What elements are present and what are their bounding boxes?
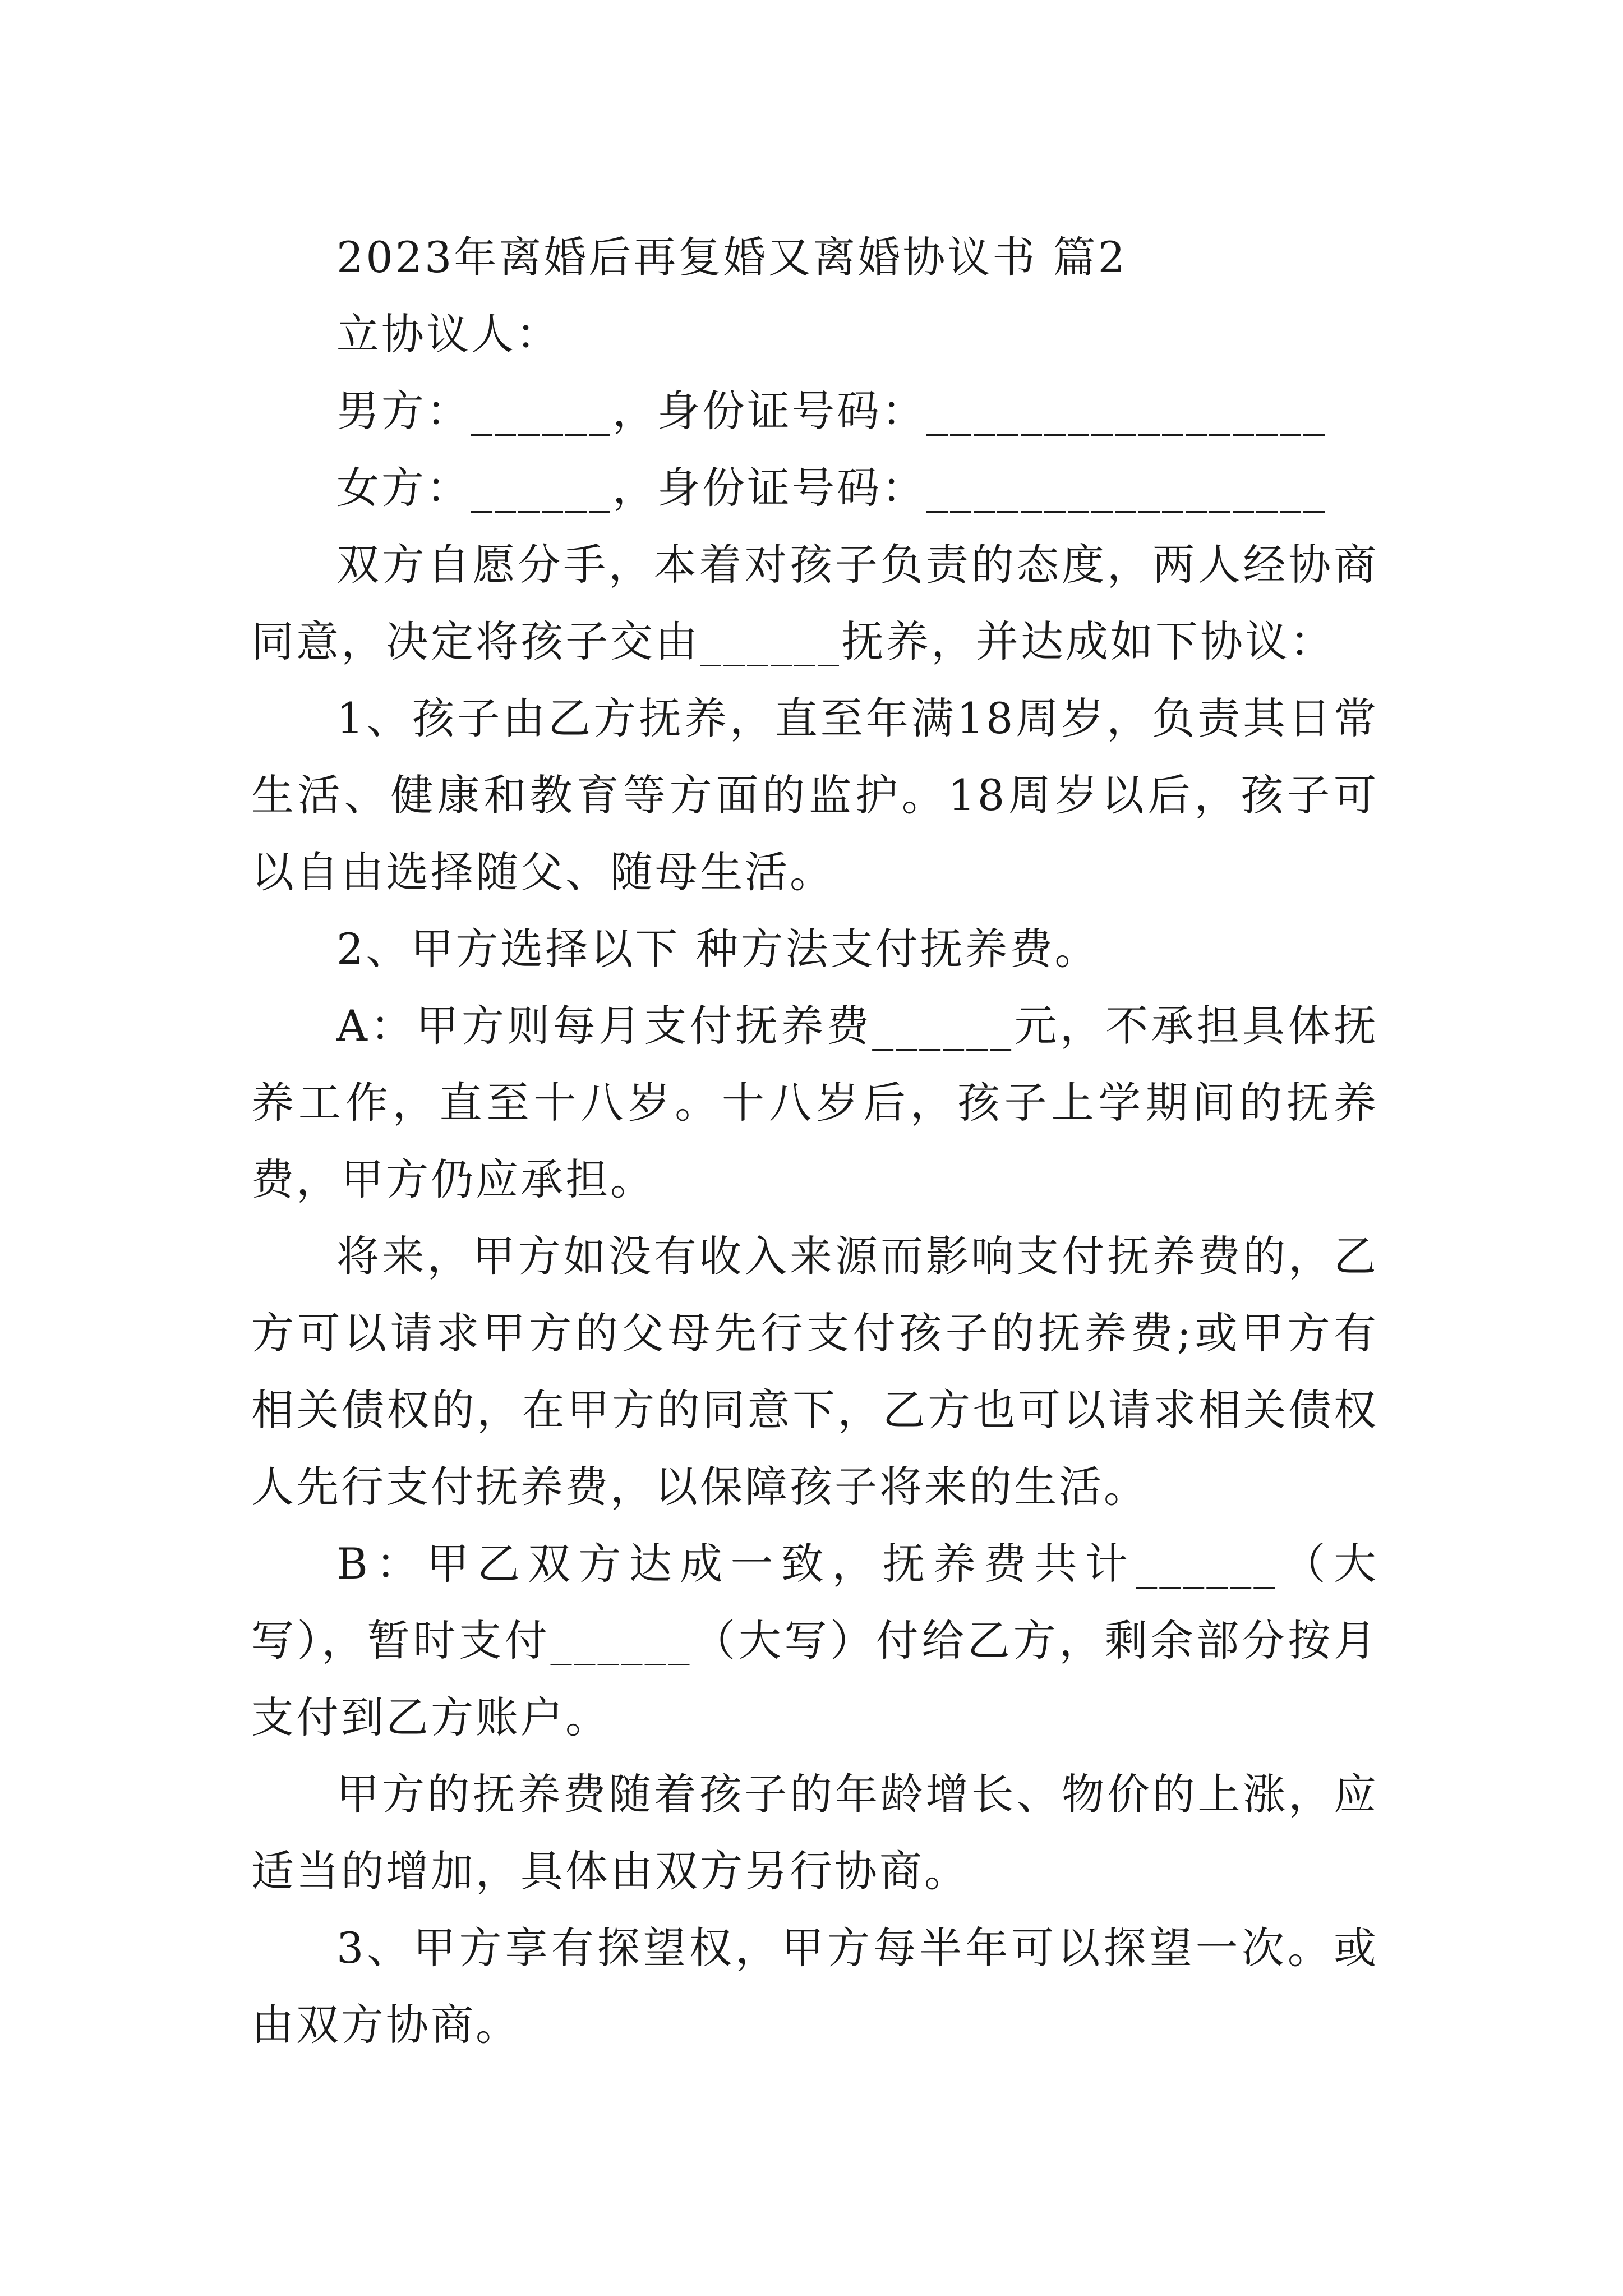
parties-heading: 立协议人： [336,309,561,359]
male-party-line: 男方：______，身份证号码：_________________ [336,386,1327,436]
clause-2-option-a: A：甲方则每月支付抚养费______元，不承担具体抚养工作，直至十八岁。十八岁后，孩子上学期间的抚养费，甲方仍应承担。 [251,1001,1378,1204]
document-page [251,219,1378,2063]
clause-2: 2、甲方选择以下 种方法支付抚养费。 [336,924,1100,974]
preamble-paragraph: 双方自愿分手，本着对孩子负责的态度，两人经协商同意，决定将孩子交由______抚养，并达成如下协议： [251,540,1378,666]
document-title: 2023年离婚后再复婚又离婚协议书 篇2 [336,232,1127,282]
clause-2-future-support: 将来，甲方如没有收入来源而影响支付抚养费的，乙方可以请求甲方的父母先行支付孩子的抚养费;或甲方有相关债权的，在甲方的同意下，乙方也可以请求相关债权人先行支付抚养费，以保障孩子将来的生活。 [251,1231,1378,1512]
clause-1: 1、孩子由乙方抚养，直至年满18周岁，负责其日常生活、健康和教育等方面的监护。18周岁以后，孩子可以自由选择随父、随母生活。 [251,693,1378,897]
clause-3: 3、甲方享有探望权，甲方每半年可以探望一次。或由双方协商。 [251,1923,1378,2050]
clause-2-option-b: B：甲乙双方达成一致，抚养费共计______（大写），暂时支付______（大写）付给乙方，剩余部分按月支付到乙方账户。 [251,1539,1378,1742]
female-party-line: 女方：______，身份证号码：_________________ [336,463,1327,513]
clause-2-adjustment: 甲方的抚养费随着孩子的年龄增长、物价的上涨，应适当的增加，具体由双方另行协商。 [251,1769,1378,1896]
